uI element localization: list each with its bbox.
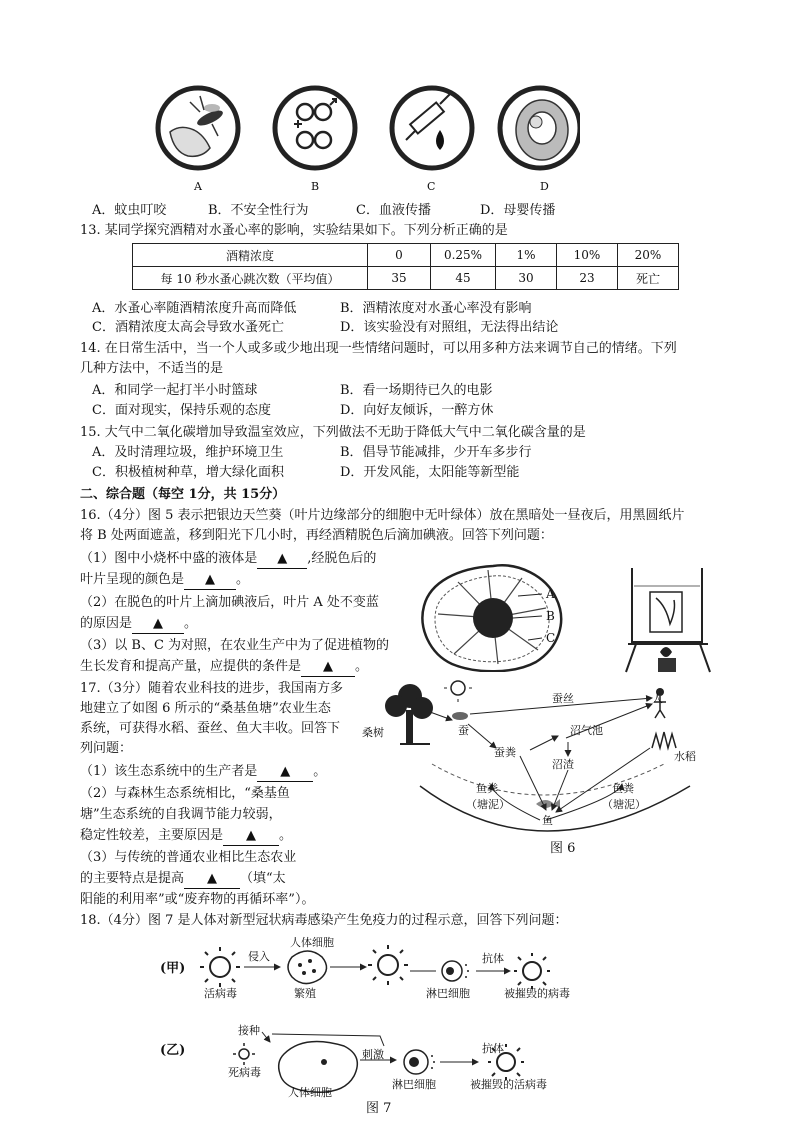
fig6-label-ren: 人 — [652, 692, 663, 705]
q17-blank-2[interactable]: ▲ — [223, 827, 279, 846]
table-cell: 23 — [557, 267, 618, 290]
q16-blank-4[interactable]: ▲ — [301, 658, 355, 677]
q15-option-d: D．开发风能，太阳能等新型能 — [340, 465, 520, 480]
q14-option-c: C．面对现实，保持乐观的态度 — [92, 403, 271, 418]
q16-blank-1[interactable]: ▲ — [257, 550, 307, 569]
q14-stem-1: 14. 在日常生活中，当一个人或多或少地出现一些情绪问题时，可以用多种方法来调节自己的情绪。下列 — [80, 341, 677, 356]
q16-part-1-line-2 — [80, 571, 249, 590]
fig7-jia-huobingdu: 活病毒 — [204, 987, 237, 1000]
fig7-jia-linbaxibao: 淋巴细胞 — [426, 987, 470, 1000]
q16-blank-2[interactable]: ▲ — [184, 571, 236, 590]
q17-line-2: 地建立了如图 6 所示的“桑基鱼塘”农业生态 — [80, 701, 331, 716]
sun-icon — [444, 677, 472, 702]
mosquito-bite-icon — [158, 88, 238, 168]
figure-5-beaker — [622, 562, 714, 674]
q17-part-3-line-3: 阳能的利用率”或“废弃物的再循环率”）。 — [80, 892, 315, 907]
q16-part-3-line-1: （3）以 B、C 为对照，在农业生产中为了促进植物的 — [80, 638, 390, 653]
q17-part-3-line-1: （3）与传统的普通农业相比生态农业 — [80, 850, 297, 865]
q16-part-3-text-c: 。 — [355, 659, 369, 674]
live-virus-icon — [200, 947, 240, 987]
circle-label-c: C — [427, 180, 436, 193]
fish-icon — [536, 799, 560, 809]
table-cell: 20% — [618, 244, 679, 267]
fig6-label-yufen-2: 鱼粪 — [612, 782, 634, 795]
circle-label-a: A — [194, 180, 202, 193]
fig7-jia-kangti: 抗体 — [482, 952, 504, 965]
fig7-yi-kangti: 抗体 — [482, 1042, 504, 1055]
fig6-label-canfen: 蚕粪 — [494, 746, 516, 759]
q16-part-1-text-a: （1）图中小烧杯中盛的液体是 — [80, 551, 258, 566]
q17-part-2-text-d: 。 — [279, 828, 293, 843]
q17-part-1-text-a: （1）该生态系统中的生产者是 — [80, 764, 258, 779]
q13-option-b: B．酒精浓度对水蚤心率没有影响 — [340, 301, 532, 316]
q17-blank-1[interactable]: ▲ — [257, 763, 313, 782]
q13-table — [132, 243, 679, 290]
table-cell: 死亡 — [618, 267, 679, 290]
table-cell: 45 — [431, 267, 496, 290]
fig6-label-tangni-1: （塘泥） — [466, 798, 510, 811]
circle-label-b: B — [311, 180, 320, 193]
q15-stem: 15. 大气中二氧化碳增加导致温室效应，下列做法不无助于降低大气中二氧化碳含量的是 — [80, 425, 586, 440]
silkworm-icon — [452, 712, 468, 720]
fig7-jia-label: (甲) — [160, 961, 186, 976]
rice-plant-icon — [652, 732, 676, 748]
q17-part-3-text-b: 的主要特点是提高 — [80, 871, 185, 886]
fig7-jia-rentixibao: 人体细胞 — [290, 936, 334, 949]
q16-part-1-text-c: 叶片呈现的颜色是 — [80, 572, 185, 587]
q16-part-3-text-b: 生长发育和提高产量，应提供的条件是 — [80, 659, 302, 674]
q17-blank-3[interactable]: ▲ — [184, 870, 240, 889]
fig6-label-zhaoqichi: 沼气池 — [570, 724, 603, 737]
human-cell-icon — [288, 951, 327, 984]
q16-part-2-text-c: 。 — [184, 616, 198, 631]
fig7-yi-label: (乙) — [160, 1043, 186, 1058]
table-cell: 35 — [368, 267, 431, 290]
dead-virus-icon — [233, 1043, 255, 1065]
destroyed-virus-icon — [514, 953, 550, 989]
table-cell: 30 — [496, 267, 557, 290]
q12-option-c: C．血液传播 — [356, 203, 431, 218]
q16-part-1-line-1 — [80, 550, 376, 569]
q16-part-1-text-b: ,经脱色后的 — [307, 551, 377, 566]
leaf-label-b: B — [546, 609, 555, 623]
q18-stem: 18.（4分）图 7 是人体对新型冠状病毒感染产生免疫力的过程示意，回答下列问题： — [80, 913, 568, 928]
fig7-yi-jiezhong: 接种 — [238, 1024, 260, 1037]
fig7-jia-beicuihui: 被摧毁的病毒 — [504, 987, 570, 1000]
fig6-label-sangshu: 桑树 — [362, 726, 384, 739]
q13-option-c: C．酒精浓度太高会导致水蚤死亡 — [92, 320, 284, 335]
q16-blank-3[interactable]: ▲ — [132, 615, 184, 634]
q17-part-3-text-c: （填“太 — [240, 871, 286, 886]
table-cell: 每 10 秒水蚤心跳次数（平均值） — [133, 267, 368, 290]
leaf-label-a: A — [546, 587, 555, 601]
q14-option-b: B．看一场期待已久的电影 — [340, 383, 493, 398]
q13-option-d: D．该实验没有对照组，无法得出结论 — [340, 320, 559, 335]
q13-stem: 13. 某同学探究酒精对水蚤心率的影响，实验结果如下。下列分析正确的是 — [80, 223, 508, 238]
mulberry-tree-icon — [385, 684, 433, 744]
fig6-label-tangni-2: （塘泥） — [602, 798, 646, 811]
q16-part-3-line-2 — [80, 658, 368, 677]
q14-stem-2: 几种方法中，不适当的是 — [80, 361, 224, 376]
table-row — [133, 244, 679, 267]
fig6-label-yu: 鱼 — [542, 814, 553, 827]
fig6-label-shuidao: 水稻 — [674, 750, 696, 763]
mother-child-icon — [500, 88, 580, 168]
table-cell: 0 — [368, 244, 431, 267]
fig7-jia-fanzhi: 繁殖 — [294, 987, 316, 1000]
q17-part-1 — [80, 763, 326, 782]
table-row — [133, 267, 679, 290]
q17-part-2-line-2: 塘”生态系统的自我调节能力较弱， — [80, 807, 282, 822]
q17-part-2-text-c: 稳定性较差，主要原因是 — [80, 828, 224, 843]
q14-option-a: A．和同学一起打半小时篮球 — [92, 383, 258, 398]
q16-stem-1: 16.（4分）图 5 表示把银边天竺葵（叶片边缘部分的细胞中无叶绿体）放在黑暗处一昼夜后，用黑圆纸片 — [80, 508, 685, 523]
lymphocyte-icon — [442, 961, 469, 981]
table-cell: 10% — [557, 244, 618, 267]
fig7-yi-ciji: 刺激 — [362, 1048, 384, 1061]
q16-part-1-text-d: 。 — [236, 572, 250, 587]
fig6-label-can: 蚕 — [458, 724, 469, 737]
table-cell: 0.25% — [431, 244, 496, 267]
virus-burst-icon — [368, 945, 408, 985]
fig7-yi-linbaxibao: 淋巴细胞 — [392, 1078, 436, 1091]
q17-line-3: 系统，可获得水稻、蚕丝、鱼大丰收。回答下 — [80, 721, 341, 736]
q15-option-a: A．及时清理垃圾，维护环境卫生 — [92, 445, 284, 460]
figure-6-caption: 图 6 — [550, 841, 576, 856]
fig6-label-cansi: 蚕丝 — [552, 692, 574, 705]
fig7-yi-rentixibao: 人体细胞 — [288, 1086, 332, 1099]
q15-option-c: C．积极植树种草，增大绿化面积 — [92, 465, 284, 480]
q17-part-2-line-1: （2）与森林生态系统相比，“桑基鱼 — [80, 786, 290, 801]
q16-part-2-line-1: （2）在脱色的叶片上滴加碘液后，叶片 A 处不变蓝 — [80, 595, 379, 610]
figure-7-caption: 图 7 — [366, 1101, 392, 1116]
q12-option-a: A．蚊虫叮咬 — [92, 203, 167, 218]
table-cell: 1% — [496, 244, 557, 267]
transmission-figure — [140, 82, 580, 194]
section-2-title: 二、综合题（每空 1分，共 15分） — [80, 487, 286, 502]
q17-part-1-text-b: 。 — [313, 764, 327, 779]
q16-stem-2: 将 B 处两面遮盖，移到阳光下几小时，再经酒精脱色后滴加碘液。回答下列问题： — [80, 528, 553, 543]
q15-option-b: B．倡导节能减排，少开车多步行 — [340, 445, 532, 460]
q17-part-3-line-2 — [80, 870, 286, 889]
q14-option-d: D．向好友倾诉，一醉方休 — [340, 403, 494, 418]
fig6-label-zhaozha: 沼渣 — [552, 758, 574, 771]
syringe-blood-icon — [392, 88, 472, 168]
fig6-label-yufen-1: 鱼粪 — [476, 782, 498, 795]
q12-option-d: D．母婴传播 — [480, 203, 556, 218]
q17-line-4: 列问题： — [80, 741, 133, 756]
q16-part-2-text-b: 的原因是 — [80, 616, 133, 631]
q16-part-2-line-2 — [80, 615, 197, 634]
table-cell: 酒精浓度 — [133, 244, 368, 267]
fig7-yi-beicuihui: 被摧毁的活病毒 — [470, 1078, 547, 1091]
leaf-label-c: C — [546, 631, 556, 645]
figure-6-ecosystem — [360, 676, 720, 856]
q12-option-b: B．不安全性行为 — [208, 203, 309, 218]
q17-line-1: 17.（3分）随着农业科技的进步，我国南方多 — [80, 681, 343, 696]
circle-label-d: D — [540, 180, 549, 193]
fig7-jia-qinru: 侵入 — [248, 950, 270, 963]
q13-option-a: A．水蚤心率随酒精浓度升高而降低 — [92, 301, 297, 316]
unsafe-sex-icon — [275, 88, 355, 168]
q17-part-2-line-3 — [80, 827, 292, 846]
lymphocyte-icon — [404, 1050, 435, 1074]
fig7-yi-sibingdu: 死病毒 — [228, 1066, 261, 1079]
